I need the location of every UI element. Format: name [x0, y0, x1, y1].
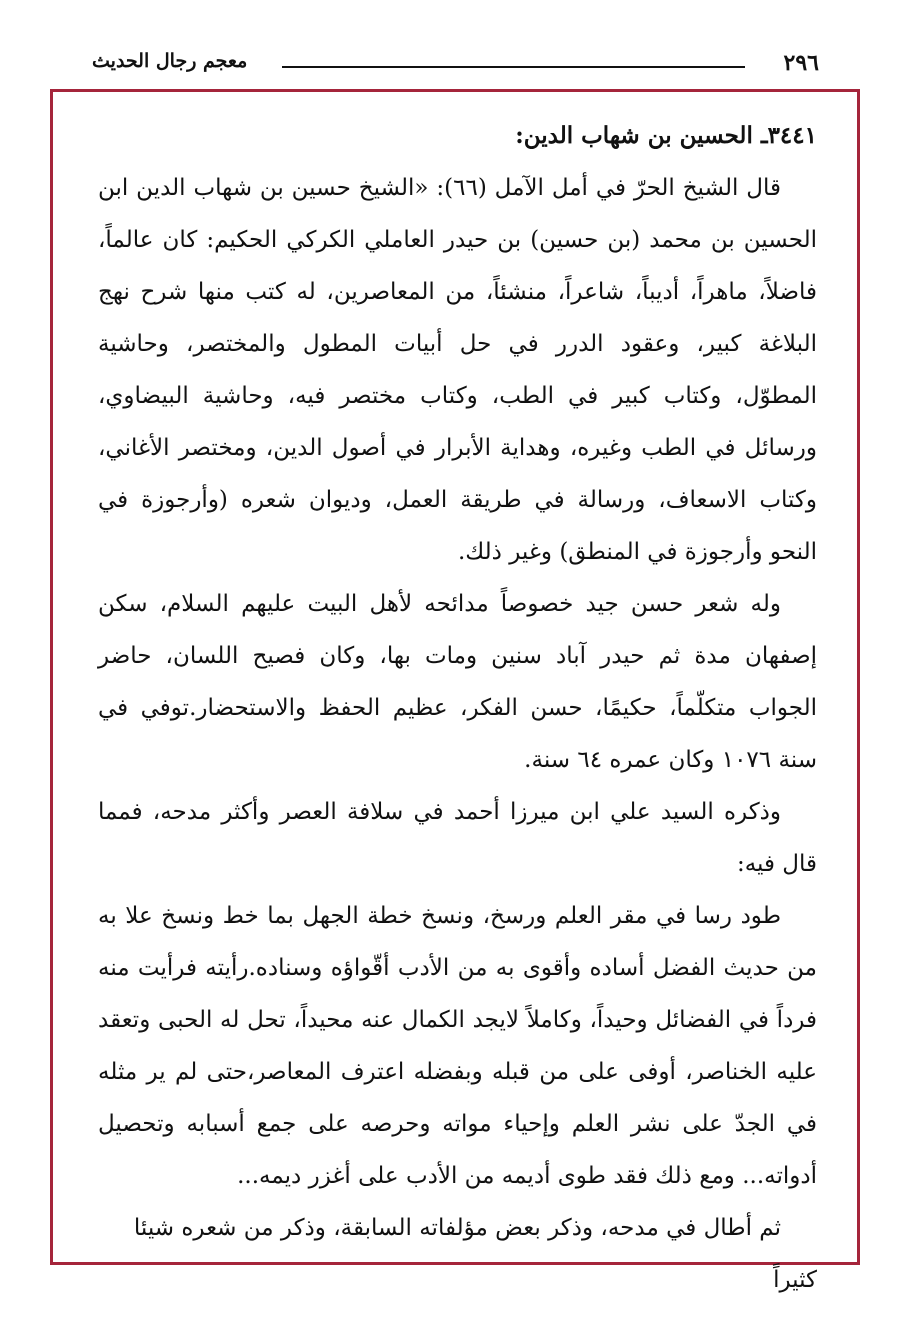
paragraph-sulafat-quote: طود رسا في مقر العلم ورسخ، ونسخ خطة الجهل بما خط ونسخ علا به من حديث الفضل أساده وأقوى به من الأدب أقّواؤه وسناده.رأيته فرأيت منه فرداً في الفضائل وحيداً، وكاملاً لايجد الكمال عنه محيداً، تحل له الحبى وتعقد عليه الخناصر، أوفى على من قبله وبفضله اعترف المعاصر،حتى لم ير مثله في الجدّ على نشر العلم وإحياء مواته وحرصه على جمع أسبابه وتحصيل أدواته... ومع ذلك فقد طوى أديمه من الأدب على أغزر ديمه...: [98, 903, 817, 1189]
paragraph-sulafat-intro: وذكره السيد علي ابن ميرزا أحمد في سلافة العصر وأكثر مدحه، فمما قال فيه:: [98, 799, 817, 877]
header-rule: [282, 66, 745, 68]
page-number: ٢٩٦: [783, 50, 819, 76]
page-header: [92, 48, 819, 78]
book-title: معجم رجال الحديث: [92, 50, 248, 72]
entry-content: [98, 110, 817, 1306]
paragraph-poetry-biography: وله شعر حسن جيد خصوصاً مدائحه لأهل البيت عليهم السلام، سكن إصفهان مدة ثم حيدر آباد سنين ومات بها، وكان فصيح اللسان، حاضر الجواب متكلّماً، حكيمًا، حسن الفكر، عظيم الحفظ والاستحضار.توفي في سنة ١٠٧٦ وكان عمره ٦٤ سنة.: [98, 591, 817, 773]
paragraph-closing: ثم أطال في مدحه، وذكر بعض مؤلفاته السابقة، وذكر من شعره شيئا كثيراً: [133, 1215, 817, 1293]
entry-heading: ٣٤٤١ـ الحسين بن شهاب الدين:: [515, 122, 817, 149]
paragraph-amal-al-amil: قال الشيخ الحرّ في أمل الآمل (٦٦): «الشيخ حسين بن شهاب الدين ابن الحسين بن محمد (بن حسين) بن حيدر العاملي الكركي الحكيم: كان عالماً، فاضلاً، ماهراً، أديباً، شاعراً، منشئاً، من المعاصرين، له كتب منها شرح نهج البلاغة كبير، وعقود الدرر في حل أبيات المطول والمختصر، وحاشية المطوّل، وكتاب كبير في الطب، وكتاب مختصر فيه، وحاشية البيضاوي، ورسائل في الطب وغيره، وهداية الأبرار في أصول الدين، ومختصر الأغاني، وكتاب الاسعاف، ورسالة في طريقة العمل، وديوان شعره (وأرجوزة في النحو وأرجوزة في المنطق) وغير ذلك.: [98, 175, 817, 565]
